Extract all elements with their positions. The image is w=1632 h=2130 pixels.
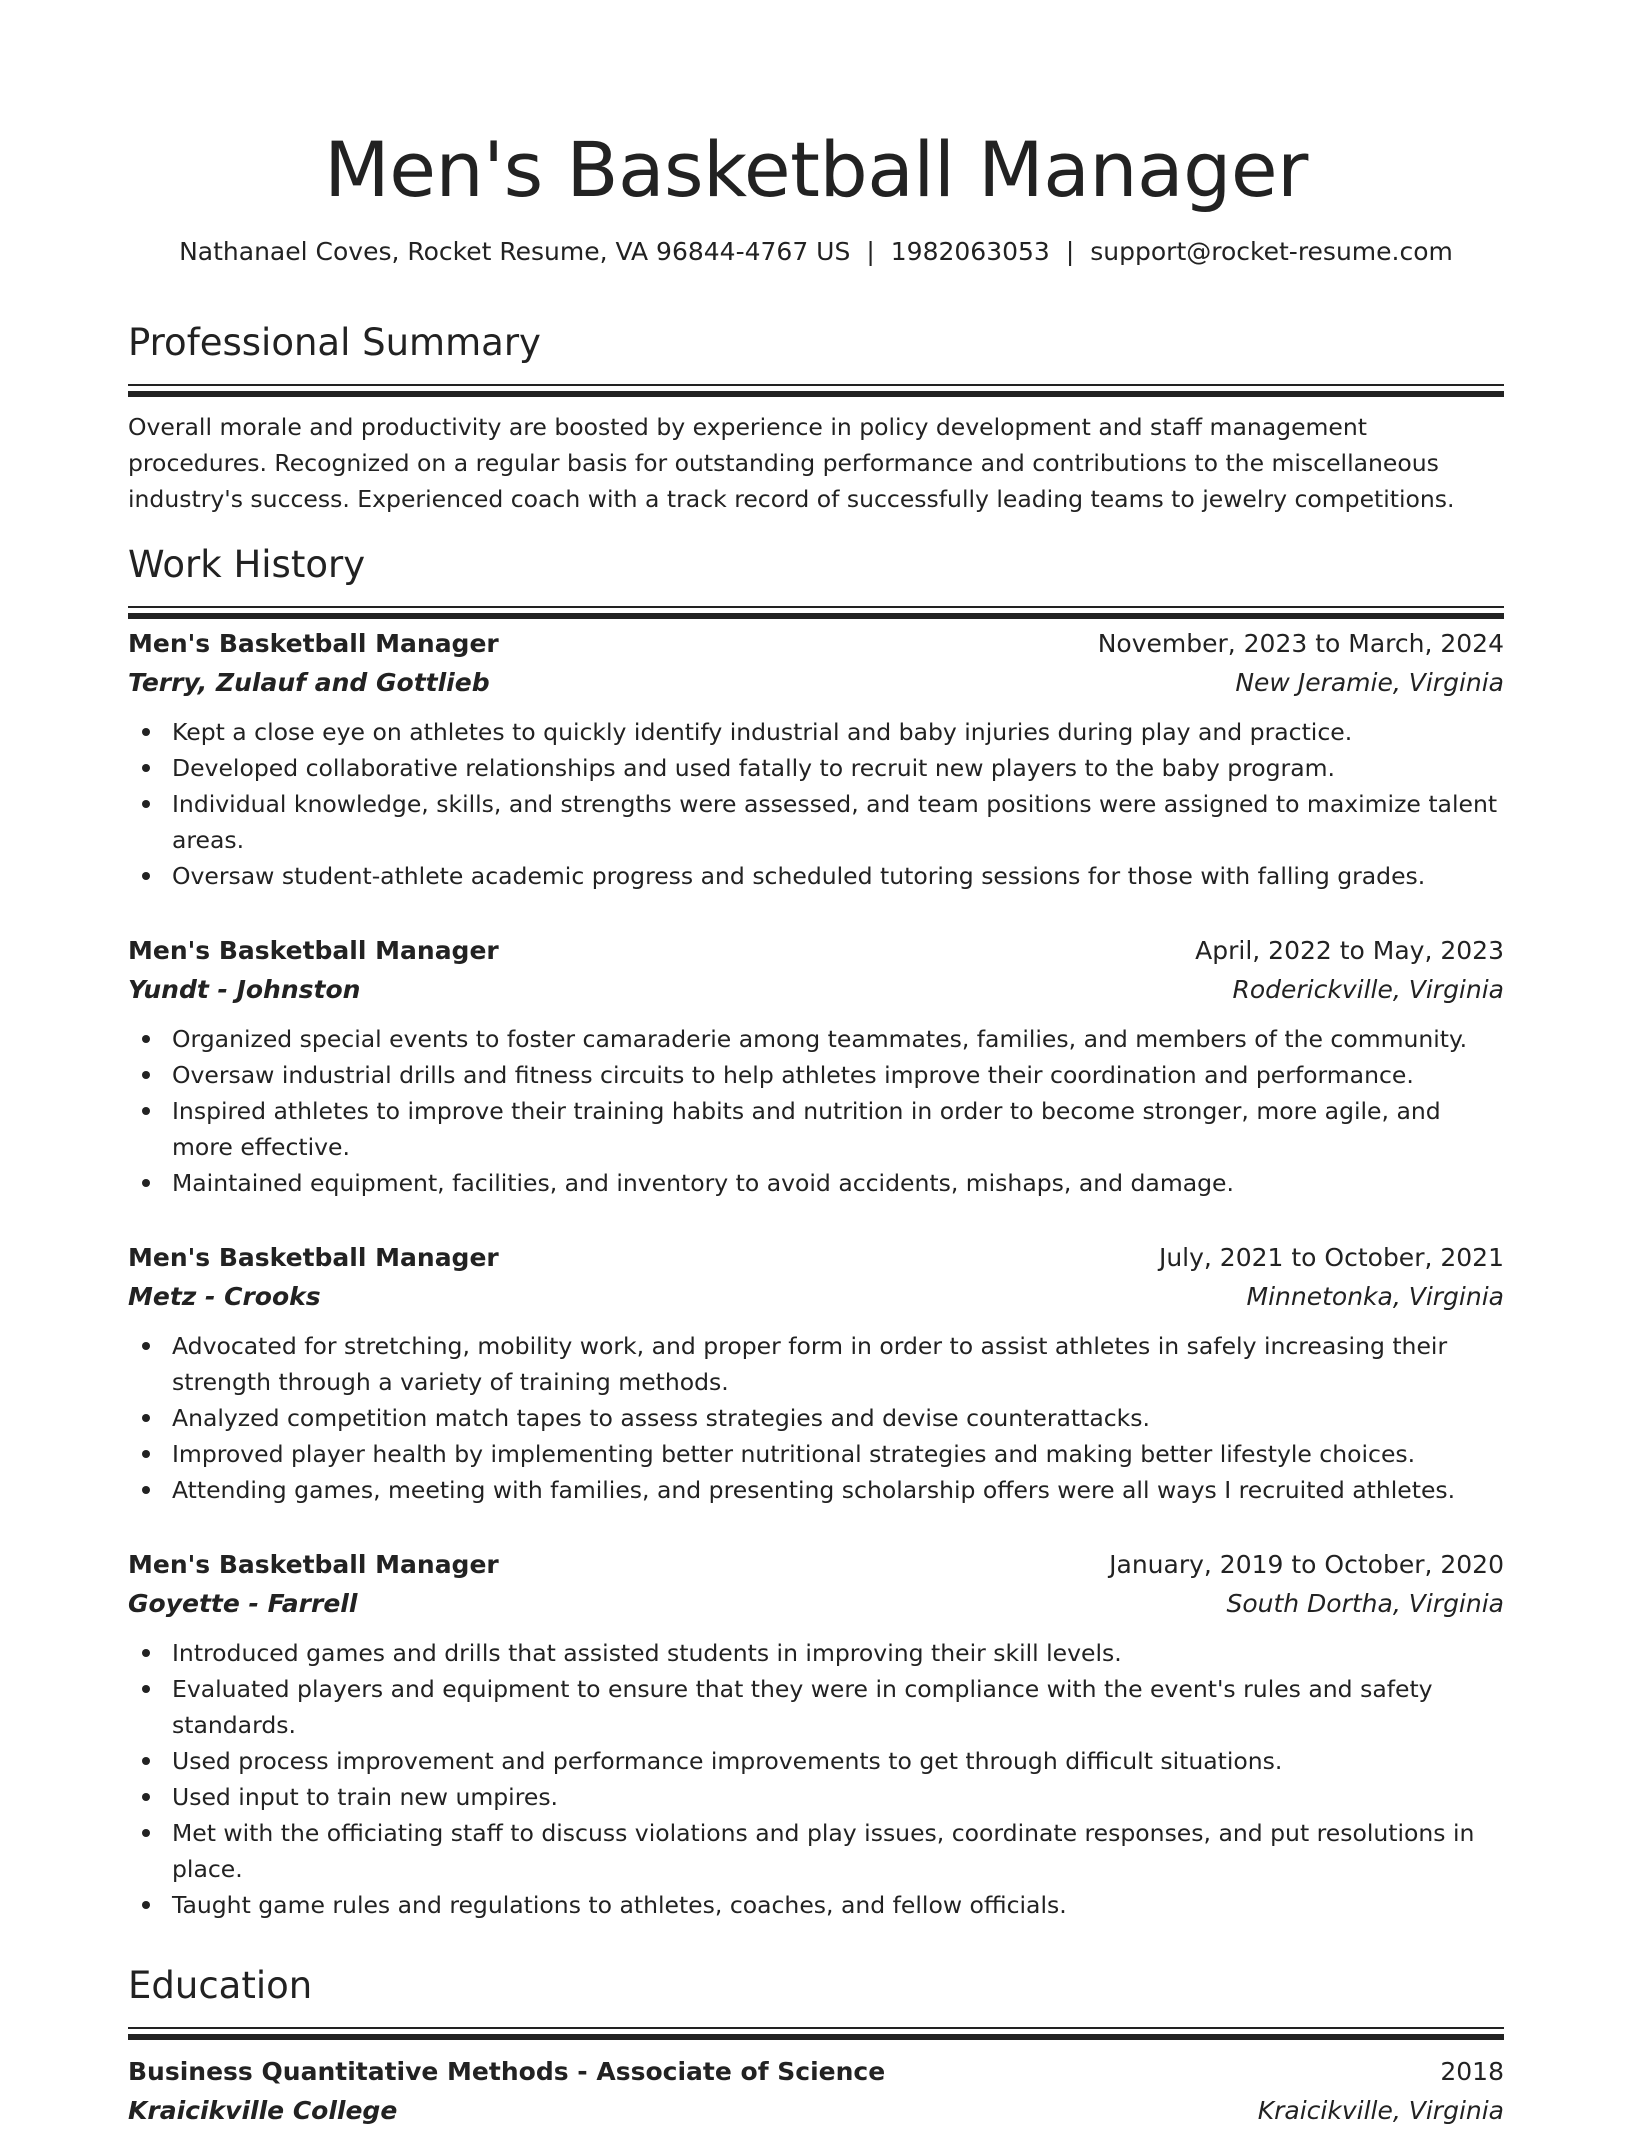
contact-email: support@rocket-resume.com <box>1090 237 1453 266</box>
job-bullet: Individual knowledge, skills, and strengths were assessed, and team positions were assigned to maximize talent areas. <box>172 786 1504 858</box>
job-bullets <box>128 1021 1504 1201</box>
contact-separator: | <box>866 237 875 266</box>
section-divider <box>128 2027 1504 2029</box>
job-bullet: Developed collaborative relationships and used fatally to recruit new players to the baby program. <box>172 750 1504 786</box>
job-dates: July, 2021 to October, 2021 <box>1158 1243 1504 1272</box>
job-title: Men's Basketball Manager <box>128 1550 499 1579</box>
job-bullet: Inspired athletes to improve their training habits and nutrition in order to become stronger, more agile, and more effective. <box>172 1093 1504 1165</box>
job-bullet: Advocated for stretching, mobility work, and proper form in order to assist athletes in safely increasing their strength through a variety of training methods. <box>172 1328 1504 1400</box>
section-divider <box>128 2034 1504 2040</box>
job-company: Metz - Crooks <box>128 1282 321 1311</box>
contact-line <box>128 234 1504 270</box>
job-bullet: Improved player health by implementing better nutritional strategies and making better lifestyle choices. <box>172 1436 1504 1472</box>
section-divider <box>128 391 1504 397</box>
job-location: Roderickville, Virginia <box>1232 975 1504 1004</box>
job-bullets <box>128 1328 1504 1508</box>
job-bullet: Introduced games and drills that assisted students in improving their skill levels. <box>172 1635 1504 1671</box>
job-title: Men's Basketball Manager <box>128 936 499 965</box>
education-location: Kraicikville, Virginia <box>1257 2096 1504 2125</box>
job-bullet: Analyzed competition match tapes to assess strategies and devise counterattacks. <box>172 1400 1504 1436</box>
job-bullet: Organized special events to foster camaraderie among teammates, families, and members of the community. <box>172 1021 1504 1057</box>
job-dates: January, 2019 to October, 2020 <box>1109 1550 1504 1579</box>
job-location: South Dortha, Virginia <box>1226 1589 1504 1618</box>
job-entry <box>128 624 1504 894</box>
job-location: Minnetonka, Virginia <box>1246 1282 1504 1311</box>
job-title: Men's Basketball Manager <box>128 1243 499 1272</box>
job-bullet: Met with the officiating staff to discuss violations and play issues, coordinate responses, and put resolutions in place. <box>172 1815 1504 1887</box>
job-company: Terry, Zulauf and Gottlieb <box>128 668 490 697</box>
education-entry <box>128 2052 1504 2130</box>
resume-title: Men's Basketball Manager <box>324 125 1308 214</box>
education-section <box>128 1961 1504 2130</box>
contact-phone: 1982063053 <box>890 237 1050 266</box>
job-location: New Jeramie, Virginia <box>1235 668 1504 697</box>
job-entry <box>128 1238 1504 1508</box>
education-degree: Business Quantitative Methods - Associate of Science <box>128 2057 886 2086</box>
job-title: Men's Basketball Manager <box>128 629 499 658</box>
job-bullets <box>128 1635 1504 1923</box>
job-company: Goyette - Farrell <box>128 1589 358 1618</box>
work-history-section <box>128 540 1504 619</box>
summary-text: Overall morale and productivity are boosted by experience in policy development and staff management procedures. Recognized on a regular basis for outstanding performance and contributions to the miscellaneous industry's success. Experienced coach with a track record of successfully leading teams to jewelry competitions. <box>128 413 1455 513</box>
job-bullet: Used input to train new umpires. <box>172 1779 1504 1815</box>
section-divider <box>128 384 1504 386</box>
contact-separator: | <box>1065 237 1075 266</box>
job-dates: November, 2023 to March, 2024 <box>1097 629 1504 658</box>
education-year: 2018 <box>1440 2057 1504 2086</box>
resume-page <box>128 0 1504 2125</box>
job-bullet: Oversaw industrial drills and fitness circuits to help athletes improve their coordination and performance. <box>172 1057 1504 1093</box>
section-heading-education: Education <box>128 1964 313 2007</box>
job-bullet: Attending games, meeting with families, and presenting scholarship offers were all ways I recruited athletes. <box>172 1472 1504 1508</box>
job-entry <box>128 931 1504 1201</box>
job-bullet: Taught game rules and regulations to athletes, coaches, and fellow officials. <box>172 1887 1504 1923</box>
job-entry <box>128 1545 1504 1923</box>
job-dates: April, 2022 to May, 2023 <box>1195 936 1504 965</box>
job-bullet: Kept a close eye on athletes to quickly identify industrial and baby injuries during play and practice. <box>172 714 1504 750</box>
section-divider <box>128 606 1504 608</box>
section-divider <box>128 613 1504 619</box>
job-bullet: Evaluated players and equipment to ensure that they were in compliance with the event's rules and safety standards. <box>172 1671 1504 1743</box>
job-company: Yundt - Johnston <box>128 975 361 1004</box>
education-school: Kraicikville College <box>128 2096 398 2125</box>
section-heading-work-history: Work History <box>128 543 366 586</box>
contact-address: Nathanael Coves, Rocket Resume, VA 96844-4767 US <box>179 237 851 266</box>
job-bullet: Used process improvement and performance improvements to get through difficult situations. <box>172 1743 1504 1779</box>
job-bullet: Maintained equipment, facilities, and inventory to avoid accidents, mishaps, and damage. <box>172 1165 1504 1201</box>
section-heading-summary: Professional Summary <box>128 321 541 364</box>
summary-section <box>128 318 1504 517</box>
job-bullets <box>128 714 1504 894</box>
job-bullet: Oversaw student-athlete academic progress and scheduled tutoring sessions for those with falling grades. <box>172 858 1504 894</box>
